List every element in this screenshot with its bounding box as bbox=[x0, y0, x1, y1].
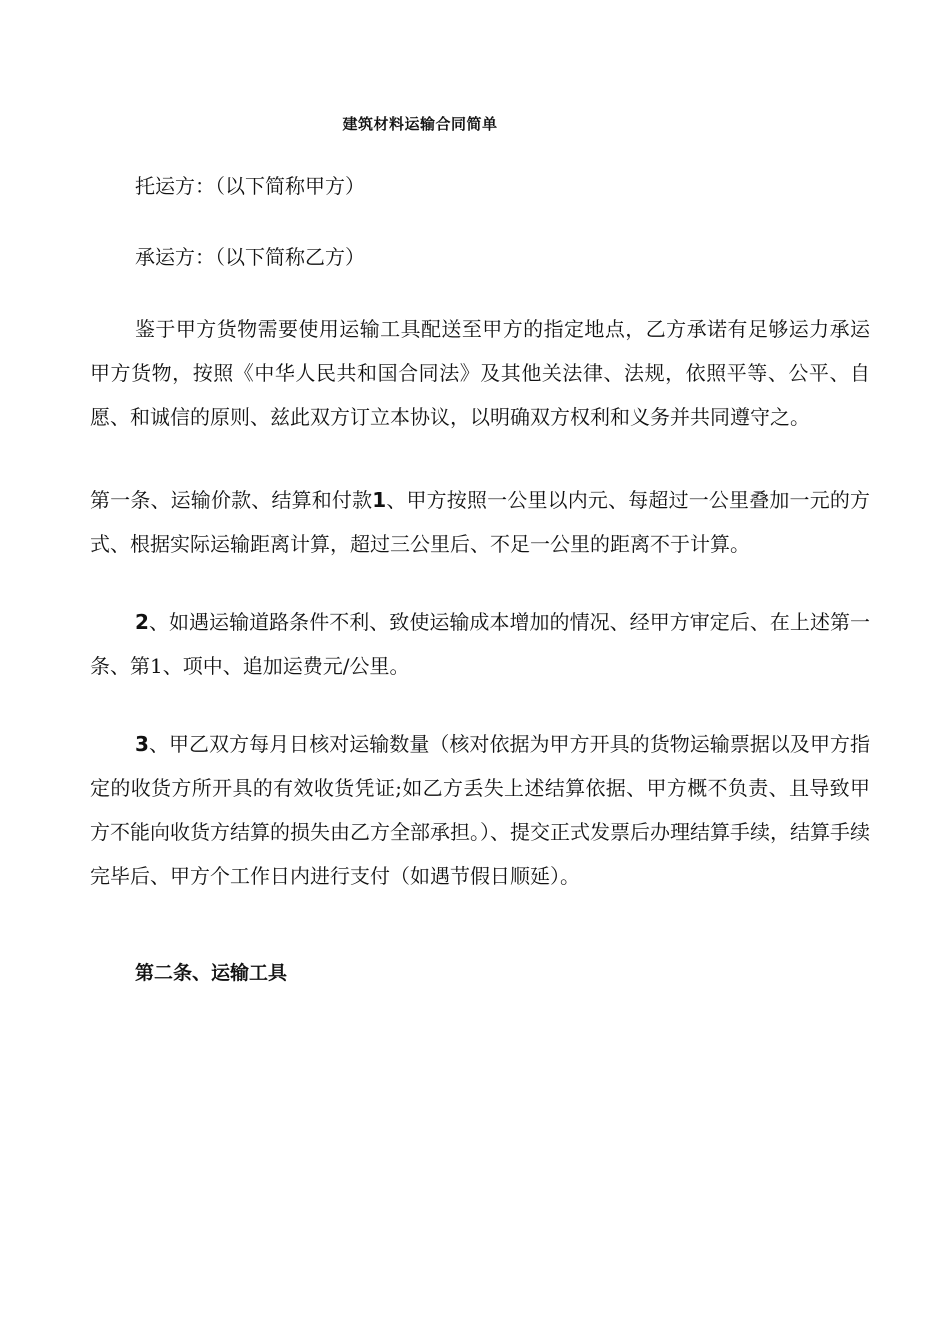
article1-paragraph bbox=[90, 478, 870, 566]
article1-item1-number: 1 bbox=[372, 488, 387, 512]
article1-heading: 第一条、运输价款、结算和付款 bbox=[90, 488, 373, 512]
preamble-paragraph: 鉴于甲方货物需要使用运输工具配送至甲方的指定地点，乙方承诺有足够运力承运甲方货物，按照《中华人民共和国合同法》及其他关法律、法规，依照平等、公平、自愿、和诚信的原则、兹此双方订立本协议，以明确双方权利和义务并共同遵守之。 bbox=[90, 317, 870, 429]
article1-item2-number: 2 bbox=[135, 610, 149, 634]
article1-item2-paragraph bbox=[90, 600, 870, 688]
consignor-line: 托运方：（以下简称甲方） bbox=[135, 174, 365, 198]
carrier-line: 承运方：（以下简称乙方） bbox=[135, 245, 365, 269]
document-title: 建筑材料运输合同简单 bbox=[342, 115, 498, 133]
article1-item1-text: 、甲方按照一公里以内元、每超过一公里叠加一元的方式、根据实际运输距离计算，超过三公里后、不足一公里的距离不于计算。 bbox=[90, 488, 871, 556]
article1-item3-text: 、甲乙双方每月日核对运输数量（核对依据为甲方开具的货物运输票据以及甲方指定的收货方所开具的有效收货凭证;如乙方丢失上述结算依据、甲方概不负责、且导致甲方不能向收货方结算的损失由乙方全部承担。）、提交正式发票后办理结算手续，结算手续完毕后、甲方个工作日内进行支付（如遇节假日顺延）。 bbox=[90, 732, 870, 888]
article1-item3-number: 3 bbox=[135, 732, 149, 756]
article2-heading: 第二条、运输工具 bbox=[135, 962, 288, 984]
article1-item3-paragraph bbox=[90, 722, 870, 898]
article1-item2-text: 、如遇运输道路条件不利、致使运输成本增加的情况、经甲方审定后、在上述第一条、第1、项中、追加运费元/公里。 bbox=[90, 610, 870, 678]
